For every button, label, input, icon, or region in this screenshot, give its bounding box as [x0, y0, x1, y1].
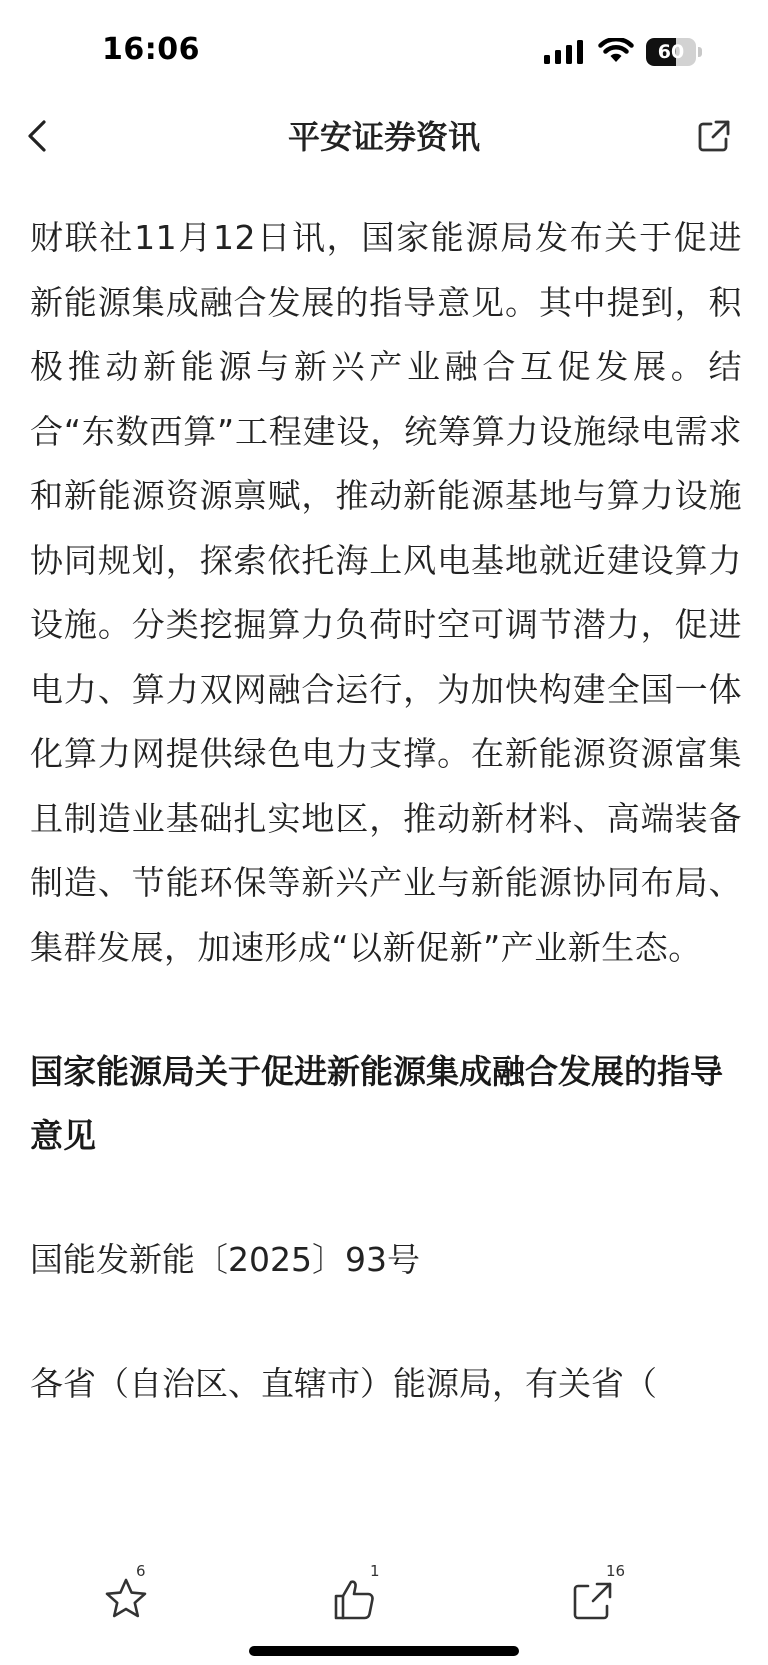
nav-bar	[0, 96, 768, 174]
favorite-button[interactable]	[96, 1562, 156, 1628]
article-subtitle: 国家能源局关于促进新能源集成融合发展的指导意见	[30, 1052, 723, 1155]
like-button[interactable]	[324, 1562, 384, 1628]
external-share-icon	[694, 116, 734, 156]
article-addressee: 各省（自治区、直辖市）能源局，有关省（	[30, 1364, 657, 1403]
like-count: 1	[370, 1562, 380, 1580]
status-time: 16:06	[102, 32, 200, 67]
document-number: 国能发新能〔2025〕93号	[30, 1240, 420, 1279]
share-icon	[568, 1576, 616, 1624]
bottom-toolbar	[0, 1538, 768, 1665]
status-bar	[0, 0, 768, 96]
signal-icon	[544, 40, 584, 64]
thumbs-up-icon	[330, 1576, 378, 1624]
home-indicator[interactable]	[249, 1646, 519, 1656]
article-paragraph: 财联社11月12日讯，国家能源局发布关于促进新能源集成融合发展的指导意见。其中提到，积极推动新能源与新兴产业融合互促发展。结合“东数西算”工程建设，统筹算力设施绿电需求和新能源资源禀赋，推动新能源基地与算力设施协同规划，探索依托海上风电基地就近建设算力设施。分类挖掘算力负荷时空可调节潜力，促进电力、算力双网融合运行，为加快构建全国一体化算力网提供绿色电力支撑。在新能源资源富集且制造业基础扎实地区，推动新材料、高端装备制造、节能环保等新兴产业与新能源协同布局、集群发展，加速形成“以新促新”产业新生态。	[30, 218, 742, 967]
star-icon	[102, 1576, 150, 1624]
wifi-icon	[598, 38, 634, 64]
favorite-count: 6	[136, 1562, 146, 1580]
share-count: 16	[606, 1562, 626, 1580]
share-button[interactable]	[562, 1562, 626, 1628]
share-top-button[interactable]	[694, 116, 734, 156]
page-title: 平安证券资讯	[287, 118, 480, 156]
article-body	[30, 206, 742, 1416]
battery-icon	[646, 38, 702, 66]
battery-level: 60	[657, 41, 685, 63]
